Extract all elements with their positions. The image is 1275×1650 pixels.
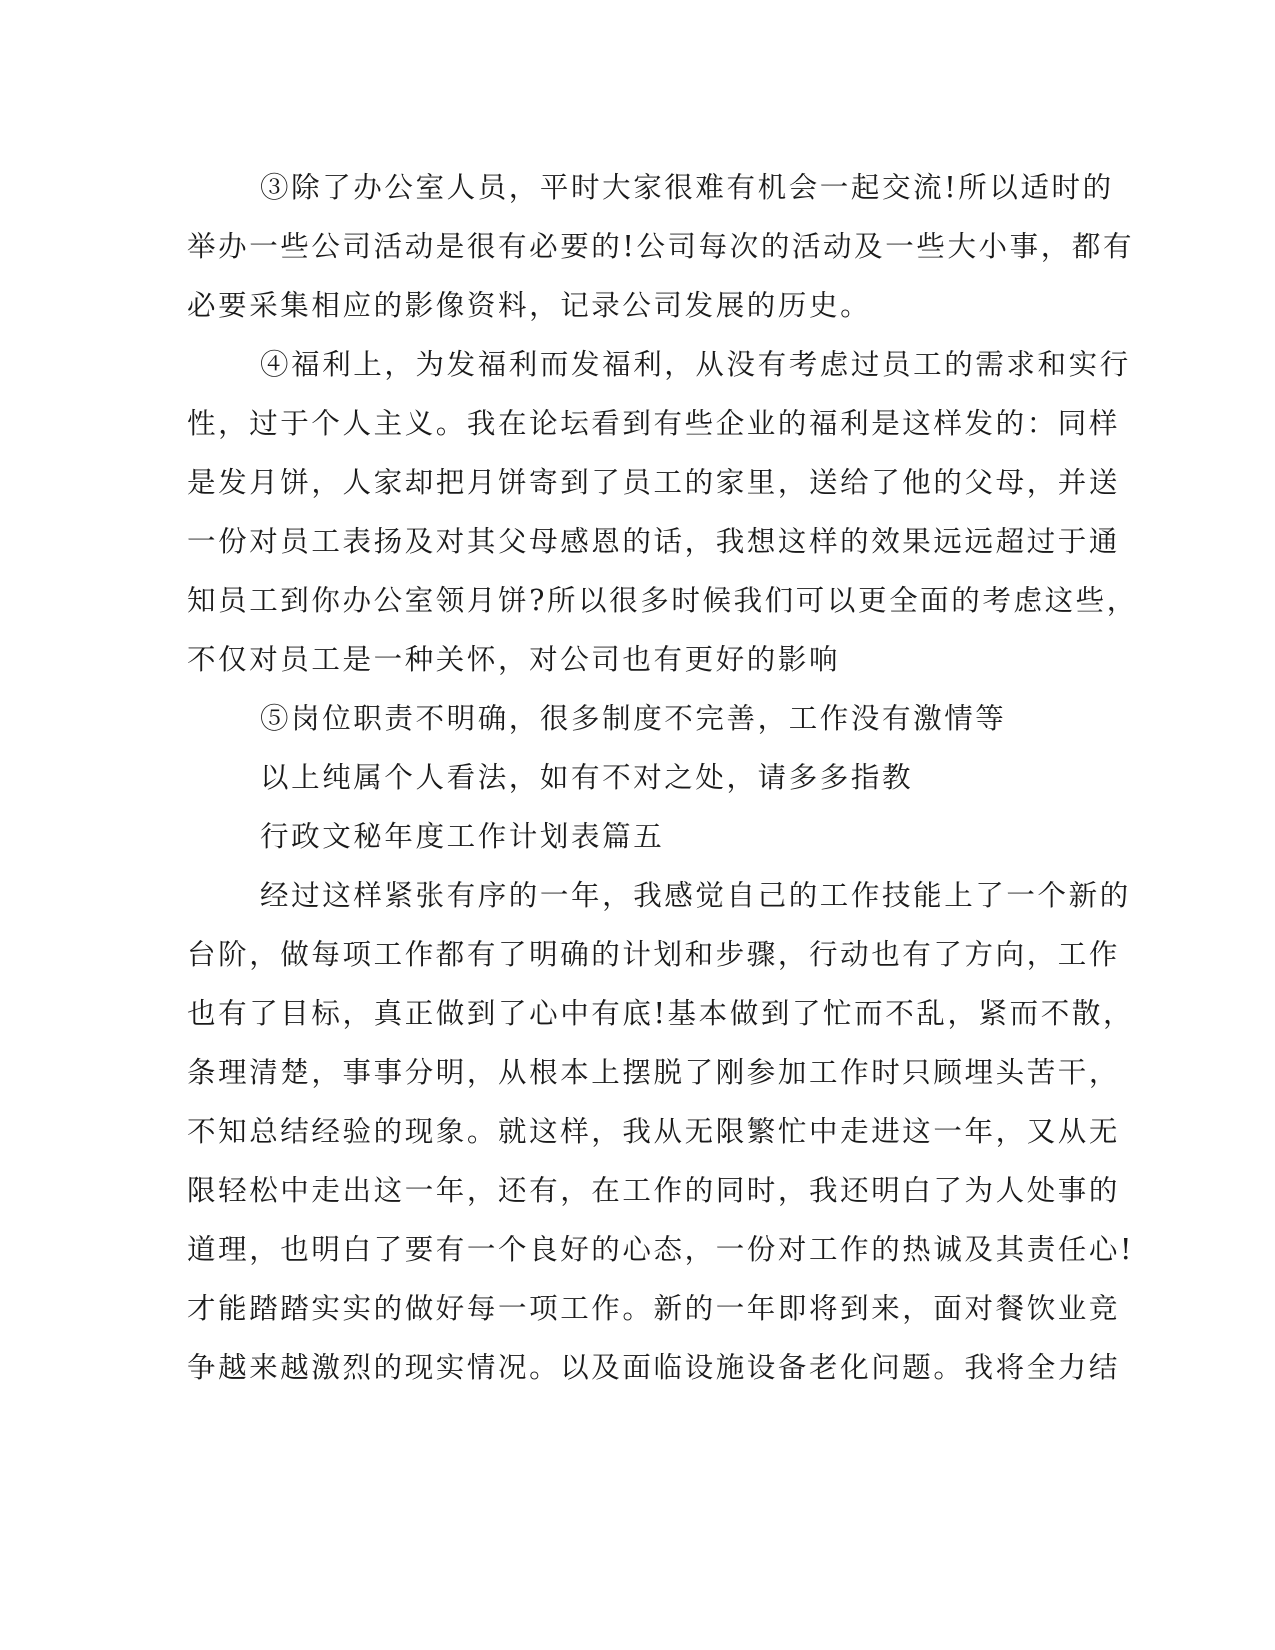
section-paragraph-line-5: 不知总结经验的现象。就这样，我从无限繁忙中走进这一年，又从无 xyxy=(187,1115,1121,1148)
section-paragraph-line-3: 也有了目标，真正做到了心中有底!基本做到了忙而不乱，紧而不散， xyxy=(187,997,1135,1030)
paragraph-3-line-2: 举办一些公司活动是很有必要的!公司每次的活动及一些大小事，都有 xyxy=(187,230,1135,263)
paragraph-4-line-5: 知员工到你办公室领月饼?所以很多时候我们可以更全面的考虑这些， xyxy=(187,584,1138,617)
paragraph-3-line-1: ③除了办公室人员，平时大家很难有机会一起交流!所以适时的 xyxy=(260,171,1114,204)
paragraph-4-line-3: 是发月饼，人家却把月饼寄到了员工的家里，送给了他的父母，并送 xyxy=(187,466,1121,499)
section-paragraph-line-1: 经过这样紧张有序的一年，我感觉自己的工作技能上了一个新的 xyxy=(260,879,1131,912)
paragraph-5-line-1: ⑤岗位职责不明确，很多制度不完善，工作没有激情等 xyxy=(260,702,1007,735)
section-paragraph-line-9: 争越来越激烈的现实情况。以及面临设施设备老化问题。我将全力结 xyxy=(187,1351,1121,1384)
section-paragraph-line-8: 才能踏踏实实的做好每一项工作。新的一年即将到来，面对餐饮业竞 xyxy=(187,1292,1121,1325)
section-paragraph-line-6: 限轻松中走出这一年，还有，在工作的同时，我还明白了为人处事的 xyxy=(187,1174,1121,1207)
section-paragraph-line-7: 道理，也明白了要有一个良好的心态，一份对工作的热诚及其责任心! xyxy=(187,1233,1135,1266)
section-paragraph-line-2: 台阶，做每项工作都有了明确的计划和步骤，行动也有了方向，工作 xyxy=(187,938,1121,971)
paragraph-3-line-3: 必要采集相应的影像资料，记录公司发展的历史。 xyxy=(187,289,872,322)
paragraph-4-line-4: 一份对员工表扬及对其父母感恩的话，我想这样的效果远远超过于通 xyxy=(187,525,1121,558)
paragraph-4-line-1: ④福利上，为发福利而发福利，从没有考虑过员工的需求和实行 xyxy=(260,348,1131,381)
section-title: 行政文秘年度工作计划表篇五 xyxy=(260,820,665,853)
closing-remark: 以上纯属个人看法，如有不对之处，请多多指教 xyxy=(260,761,914,794)
section-paragraph-line-4: 条理清楚，事事分明，从根本上摆脱了刚参加工作时只顾埋头苦干， xyxy=(187,1056,1121,1089)
paragraph-4-line-2: 性，过于个人主义。我在论坛看到有些企业的福利是这样发的：同样 xyxy=(187,407,1121,440)
paragraph-4-line-6: 不仅对员工是一种关怀，对公司也有更好的影响 xyxy=(187,643,841,676)
